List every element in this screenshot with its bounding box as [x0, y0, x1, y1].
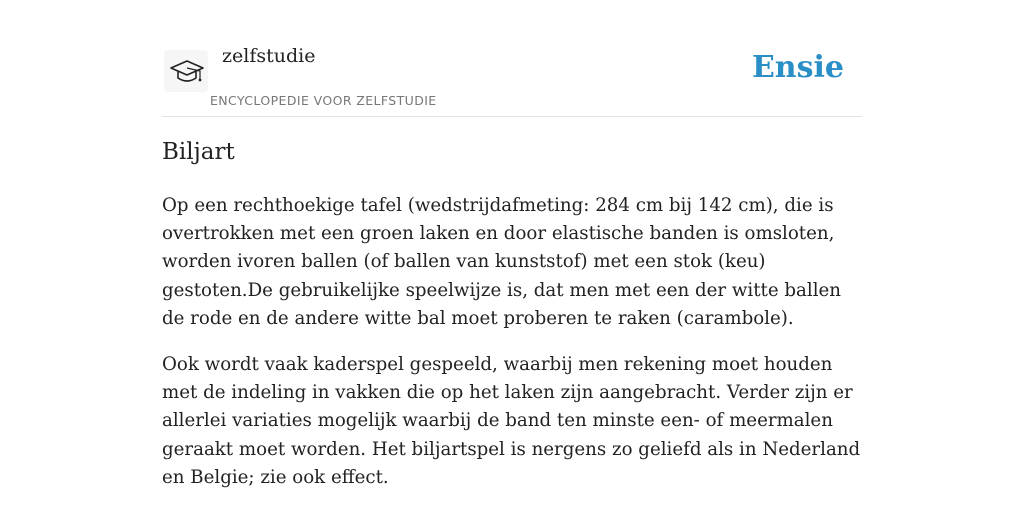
brand-logo[interactable]: Ensie	[751, 50, 844, 85]
article-body	[162, 192, 862, 510]
paragraph: Op een rechthoekige tafel (wedstrijdafmeting: 284 cm bij 142 cm), die is overtrokken met een groen laken en door elastische banden is omsloten, worden ivoren ballen (of ballen van kunststof) met een stok (keu) gestoten.De gebruikelijke speelwijze is, dat men met een der witte ballen de rode en de andere witte bal moet proberen te raken (carambole).	[162, 195, 841, 329]
site-tagline: ENCYCLOPEDIE VOOR ZELFSTUDIE	[210, 93, 437, 108]
graduation-cap-icon[interactable]	[164, 50, 208, 92]
paragraph: Ook wordt vaak kaderspel gespeeld, waarbij men rekening moet houden met de indeling in vakken die op het laken zijn aangebracht. Verder zijn er allerlei variaties mogelijk waarbij de band ten minste een- of meermalen geraakt moet worden. Het biljartspel is nergens zo geliefd als in Nederland en Belgie; zie ook effect.	[162, 354, 861, 488]
site-name[interactable]: zelfstudie	[222, 45, 316, 67]
site-header	[162, 0, 862, 117]
article-title: Biljart	[162, 139, 235, 165]
graduation-cap-icon-graphic	[169, 57, 205, 87]
